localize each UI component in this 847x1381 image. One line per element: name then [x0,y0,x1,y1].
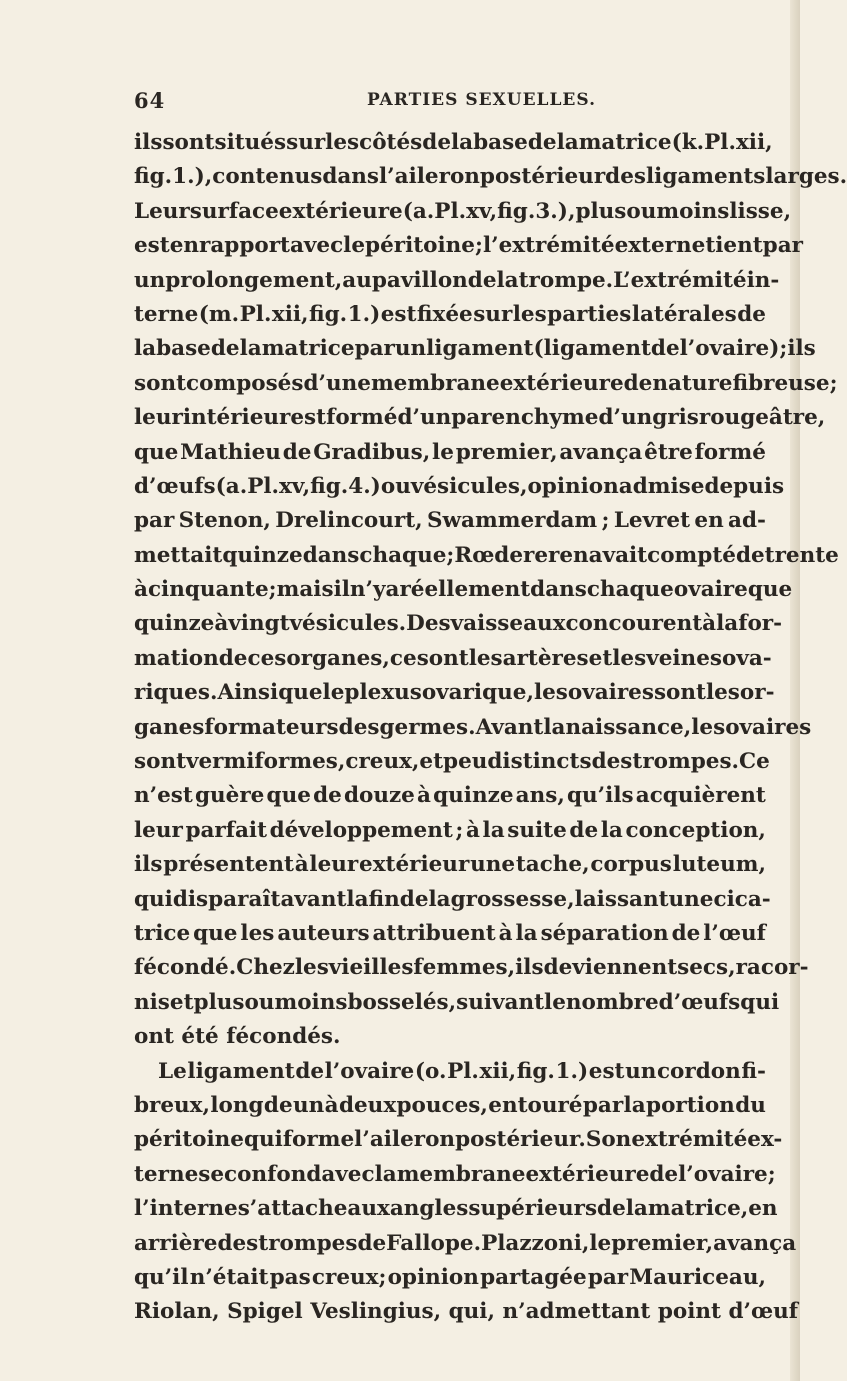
text-line: qu’il n’était pas creux; opinion partagée par Mauriceau, [134,1264,766,1290]
text-line: la base de la matrice par un ligament (ligament de l’ovaire); ils [134,336,816,362]
text-line: un prolongement, au pavillon de la trompe. L’extrémité in- [134,267,780,293]
text-line: nis et plus ou moins bosselés, suivant le nombre d’œufs qui [134,989,780,1015]
text-line: trice que les auteurs attribuent à la séparation de l’œuf [134,920,766,946]
text-line: mettait quinze dans chaque ; Rœderer en avait compté de trente [134,542,839,568]
text-line: que Mathieu de Gradibus, le premier, avança être formé [134,439,766,465]
running-title: PARTIES SEXUELLES. [367,90,596,110]
text-line: qui disparaît avant la fin de la grossesse, laissant une cica- [134,886,771,912]
text-line: terne se confond avec la membrane extérieure de l’ovaire; [134,1161,776,1187]
text-line: fécondé. Chez les vieilles femmes, ils deviennent secs, racor- [134,955,809,981]
text-line: ganes formateurs des germes. Avant la naissance, les ovaires [134,714,812,740]
page-edge [790,0,800,1381]
text-line: ils sont situés sur les côtés de la base de la matrice (k. Pl. xii, [134,130,773,155]
text-line: mation de ces organes, ce sont les artères et les veines ova- [134,645,772,671]
text-line: breux, long de un à deux pouces, entouré par la portion du [134,1092,766,1118]
text-line: n’est guère que de douze à quinze ans, qu’ils acquièrent [134,783,766,809]
text-line: Le ligament de l’ovaire (o. Pl. xii, fig. 1.) est un cordon fi- [158,1058,766,1084]
page-header [134,88,774,118]
page-number: 64 [134,88,166,113]
text-line: Leur surface extérieure (a. Pl. xv, fig. 3.), plus ou moins lisse, [134,198,792,224]
text-line: sont vermiformes, creux, et peu distincts des trompes. Ce [134,749,770,775]
text-line: à cinquante ; mais il n’y a réellement dans chaque ovaire que [134,577,793,603]
text-line: sont composés d’une membrane extérieure de nature fibreuse; [134,370,838,396]
text-line: arrière des trompes de Fallope. Plazzoni, le premier, avança [134,1230,797,1256]
text-line: par Stenon, Drelincourt, Swammerdam ; Levret en ad- [134,508,766,534]
text-line: fig. 1.), contenus dans l’aileron postérieur des ligaments larges. [134,164,847,190]
text-line: est en rapport avec le péritoine ; l’extrémité externe tient par [134,233,803,259]
text-line: d’œufs (a. Pl. xv, fig. 4.) ou vésicules, opinion admise depuis [134,473,785,499]
text-line: l’interne s’attache aux angles supérieurs de la matrice, en [134,1196,778,1222]
text-line: quinze à vingt vésicules. Des vaisseaux concourent à la for- [134,611,783,637]
text-line: Riolan, Spigel Veslingius, qui, n’admettant point d’œuf [134,1299,798,1325]
text-line: ont été fécondés. [134,1024,341,1050]
text-line: péritoine qui forme l’aileron postérieur. Son extrémité ex- [134,1127,783,1153]
text-line: riques. Ainsi que le plexus ovarique, les ovaires sont les or- [134,680,775,706]
body-text [134,126,847,1330]
text-line: ils présentent à leur extérieur une tache, corpus luteum, [134,852,766,878]
text-line: terne (m. Pl. xii, fig. 1.) est fixée sur les parties latérales de [134,301,766,327]
text-line: leur intérieur est formé d’un parenchyme d’un gris rougeâtre, [134,405,826,431]
text-line: leur parfait développement ; à la suite de la conception, [134,817,766,843]
